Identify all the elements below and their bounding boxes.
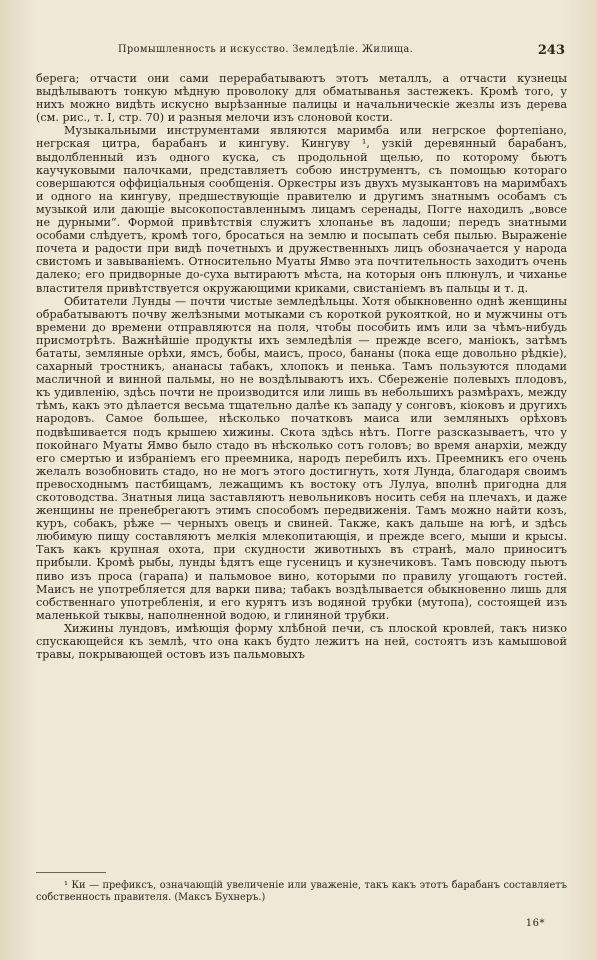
paragraph-4: Хижины лундовъ, имѣющія форму хлѣбной печи, съ плоской кровлей, такъ низко спускающейся къ землѣ, что она какъ будто лежитъ на ней, состоятъ изъ камышовой травы, покрывающей остовъ изъ пальмовыхъ [36, 621, 567, 662]
paragraph-1: берега; отчасти они сами перерабатываютъ этотъ металлъ, а отчасти кузнецы выдѣлываютъ тонкую мѣдную проволоку для обматыванья застежекъ. Кромѣ того, у нихъ можно видѣть искусно вырѣзанные палицы и начальническіе жезлы изъ дерева (см. рис., т. I, стр. 70) и разныя мелочи изъ слоновой кости. [36, 72, 567, 125]
page-number: 243 [537, 43, 565, 58]
page-header [0, 44, 597, 62]
footnote-divider [36, 872, 106, 873]
paragraph-3: Обитатели Лунды — почти чистые земледѣльцы. Хотя обыкновенно однѣ женщины обрабатываютъ почву желѣзными мотыками съ короткой рукояткой, но и мужчины отъ времени до времени отправляются на поля, чтобы пособить имъ или за чѣмъ-нибудь присмотрѣть. Важнѣйшіе продукты ихъ земледѣлія — прежде всего, маніокъ, затѣмъ бататы, земляные орѣхи, ямсъ, бобы, маисъ, просо, бананы (пока еще довольно рѣдкіе), сахарный тростникъ, ананасы табакъ, хлопокъ и пенька. Тамъ пользуются плодами масличной и винной пальмы, но не воздѣлываютъ ихъ. Сбереженіе полевыхъ плодовъ, къ удивленію, здѣсь почти не производится или лишь въ небольшихъ размѣрахъ, между тѣмъ, какъ это дѣлается весьма тщательно далѣе къ западу у сонговъ, кіоковъ и другихъ народовъ. Самое большее, нѣсколько початковъ маиса или земляныхъ орѣховъ подвѣшивается подъ крышею хижины. Скота здѣсь нѣтъ. Погге разсказываетъ, что у покойнаго Муаты Ямво было стадо въ нѣсколько сотъ головъ; во время анархіи, между его смертью и избраніемъ его преемника, народъ перебилъ ихъ. Преемникъ его очень желалъ возобновить стадо, но не могъ этого достигнуть, хотя Лунда, благодаря своимъ превосходнымъ пастбищамъ, лежащимъ къ востоку отъ Лулуа, вполнѣ пригодна для скотоводства. Знатныя лица заставляютъ невольниковъ носить себя на плечахъ, и даже женщины не пренебрегаютъ этимъ способомъ передвиженія. Тамъ можно найти козъ, куръ, собакъ, рѣже — черныхъ овецъ и свиней. Также, какъ дальше на югѣ, и здѣсь любимую пищу составляютъ мелкія млекопитающія, и прежде всего, мыши и крысы. Такъ какъ крупная охота, при скудности животныхъ въ странѣ, мало приноситъ прибыли. Кромѣ рыбы, лунды ѣдятъ еще гусеницъ и кузнечиковъ. Тамъ повсюду пьютъ пиво изъ проса (гарапа) и пальмовое вино, которыми по правилу угощаютъ гостей. Маисъ не употребляется для варки пива; табакъ воздѣлывается обыкновенно лишь для собственнаго употребленія, и его курятъ изъ водяной трубки (мутопа), состоящей изъ маленькой тыквы, наполненной водою, и глиняной трубки. [36, 294, 567, 622]
running-head: Промышленность и искусство. Земледѣліе. Жилища. [118, 44, 414, 55]
body-text [36, 72, 567, 661]
footnote [36, 880, 567, 904]
paragraph-2: Музыкальными инструментами являются маримба или негрское фортепіано, негрская цитра, барабанъ и кингуву. Кингуву ¹, узкій деревянный барабанъ, выдолбленный изъ одного куска, съ продольной щелью, по которому бьютъ каучуковыми палочками, представляетъ собою инструментъ, съ помощью котораго совершаются оффиціальныя сообщенія. Оркестры изъ двухъ музыкантовъ на маримбахъ и одного на кингуву, предшествующіе правителю и другимъ знатнымъ особамъ съ музыкой или дающіе высокопоставленнымъ лицамъ серенады, Погге находилъ „вовсе не дурными“. Формой привѣтствія служитъ хлопанье въ ладоши; передъ знатными особами слѣдуетъ, кромѣ того, бросаться на землю и посыпать себя пылью. Выраженіе почета и радости при видѣ почетныхъ и дружественныхъ лицъ обозначается у народа свистомъ и завываніемъ. Относительно Муаты Ямво эта почтительность заходитъ очень далеко; его придворные до-суха вытираютъ мѣста, на которыя онъ плюнулъ, и чиханье властителя привѣтствуется окружающими криками, свистаніемъ въ пальцы и т. д. [36, 124, 567, 295]
footnote-text: ¹ Ки — префиксъ, означающій увеличеніе или уваженіе, такъ какъ этотъ барабанъ составляетъ собственность правителя. (Максъ Бухнеръ.) [36, 880, 567, 903]
signature-mark: 16* [525, 918, 545, 929]
